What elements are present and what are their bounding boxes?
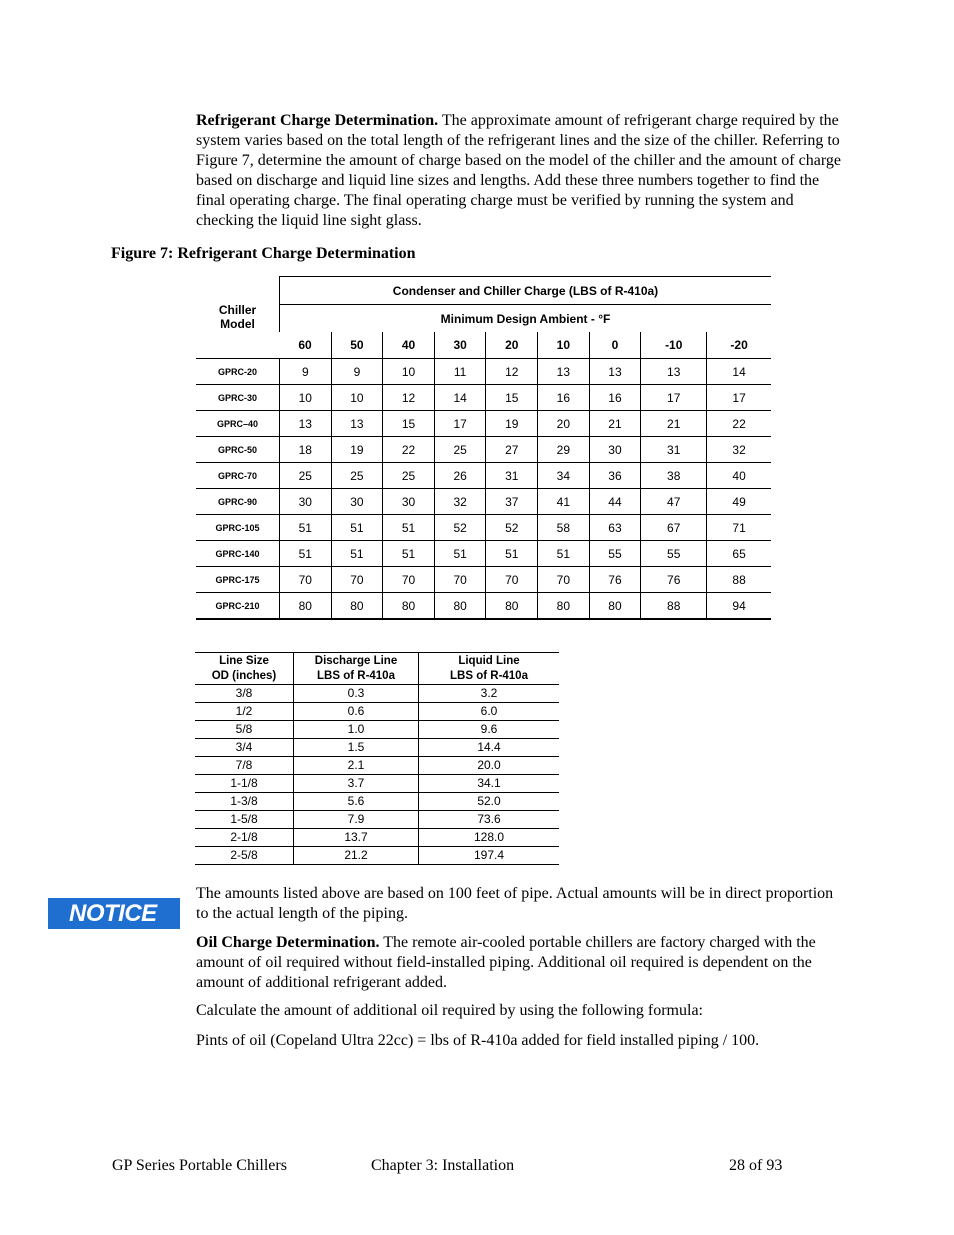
line-table-cell: 7.9	[294, 811, 419, 829]
charge-cell: 80	[486, 593, 538, 620]
charge-cell: 51	[383, 541, 435, 567]
line-table-cell: 20.0	[419, 757, 560, 775]
charge-cell: 88	[707, 567, 771, 593]
charge-table-body	[196, 359, 771, 620]
line-table-cell: 73.6	[419, 811, 560, 829]
charge-cell: 71	[707, 515, 771, 541]
charge-cell: 51	[331, 541, 383, 567]
table-row	[195, 721, 559, 739]
ambient-column-header: 10	[538, 332, 590, 359]
charge-cell: 94	[707, 593, 771, 620]
charge-cell: 13	[641, 359, 707, 385]
charge-cell: 19	[486, 411, 538, 437]
refrigerant-charge-body: The approximate amount of refrigerant charge required by the system varies based on the total length of the refrigerant lines and the size of the chiller. Referring to Figure 7, determine the amount of charge based on the model of the chiller and the amount of charge based on discharge and liquid line sizes and lengths. Add these three numbers together to find the final operating charge. The final operating charge must be verified by running the system and checking the liquid line sight glass.	[196, 112, 841, 229]
charge-cell: 70	[486, 567, 538, 593]
table-row	[196, 359, 771, 385]
chiller-model-header: Chiller Model	[196, 277, 280, 359]
charge-cell: 27	[486, 437, 538, 463]
charge-cell: 9	[331, 359, 383, 385]
charge-cell: 15	[486, 385, 538, 411]
charge-cell: 15	[383, 411, 435, 437]
model-cell: GPRC-90	[196, 489, 280, 515]
charge-cell: 44	[589, 489, 641, 515]
charge-cell: 17	[434, 411, 486, 437]
charge-cell: 70	[434, 567, 486, 593]
charge-cell: 17	[641, 385, 707, 411]
line-table-cell: 1.5	[294, 739, 419, 757]
charge-cell: 63	[589, 515, 641, 541]
table-row	[195, 685, 559, 703]
table-row	[195, 739, 559, 757]
line-table-cell: 1-5/8	[195, 811, 294, 829]
line-table-header	[419, 653, 560, 685]
charge-cell: 29	[538, 437, 590, 463]
charge-cell: 34	[538, 463, 590, 489]
charge-cell: 10	[280, 385, 332, 411]
charge-cell: 25	[331, 463, 383, 489]
charge-cell: 65	[707, 541, 771, 567]
charge-cell: 80	[331, 593, 383, 620]
charge-cell: 80	[280, 593, 332, 620]
line-table-header-row	[195, 653, 559, 685]
charge-cell: 76	[589, 567, 641, 593]
line-table-cell: 5/8	[195, 721, 294, 739]
charge-cell: 13	[331, 411, 383, 437]
charge-cell: 21	[589, 411, 641, 437]
model-cell: GPRC-30	[196, 385, 280, 411]
table-row	[196, 437, 771, 463]
line-size-table	[195, 652, 559, 865]
ambient-column-header: 20	[486, 332, 538, 359]
charge-cell: 51	[434, 541, 486, 567]
charge-cell: 51	[280, 541, 332, 567]
charge-cell: 16	[538, 385, 590, 411]
charge-cell: 70	[280, 567, 332, 593]
line-table-cell: 6.0	[419, 703, 560, 721]
charge-cell: 25	[434, 437, 486, 463]
charge-cell: 38	[641, 463, 707, 489]
figure-caption: Figure 7: Refrigerant Charge Determination	[111, 245, 416, 262]
charge-cell: 30	[589, 437, 641, 463]
oil-charge-paragraph	[196, 933, 844, 993]
charge-cell: 67	[641, 515, 707, 541]
min-ambient-header: Minimum Design Ambient - °F	[280, 305, 772, 333]
header-line-2: LBS of R-410a	[450, 670, 528, 682]
charge-cell: 70	[383, 567, 435, 593]
ambient-column-header: -20	[707, 332, 771, 359]
table-row	[196, 463, 771, 489]
charge-cell: 18	[280, 437, 332, 463]
charge-cell: 32	[434, 489, 486, 515]
charge-cell: 55	[641, 541, 707, 567]
charge-cell: 9	[280, 359, 332, 385]
line-table-cell: 3.2	[419, 685, 560, 703]
line-table-cell: 3/4	[195, 739, 294, 757]
charge-cell: 49	[707, 489, 771, 515]
charge-cell: 13	[589, 359, 641, 385]
model-cell: GPRC-50	[196, 437, 280, 463]
table-row	[196, 515, 771, 541]
charge-cell: 12	[486, 359, 538, 385]
charge-cell: 51	[280, 515, 332, 541]
model-cell: GPRC-210	[196, 593, 280, 620]
ambient-column-header: 50	[331, 332, 383, 359]
table-row	[195, 757, 559, 775]
charge-cell: 80	[589, 593, 641, 620]
charge-cell: 31	[641, 437, 707, 463]
charge-cell: 22	[707, 411, 771, 437]
charge-cell: 14	[707, 359, 771, 385]
charge-cell: 26	[434, 463, 486, 489]
charge-cell: 17	[707, 385, 771, 411]
model-cell: GPRC-70	[196, 463, 280, 489]
ambient-column-header: 40	[383, 332, 435, 359]
charge-cell: 14	[434, 385, 486, 411]
line-table-cell: 14.4	[419, 739, 560, 757]
table-row	[196, 567, 771, 593]
refrigerant-charge-paragraph	[196, 111, 844, 231]
charge-cell: 32	[707, 437, 771, 463]
model-cell: GPRC-175	[196, 567, 280, 593]
line-table-cell: 5.6	[294, 793, 419, 811]
charge-cell: 10	[383, 359, 435, 385]
footer-chapter: Chapter 3: Installation	[371, 1157, 515, 1174]
line-table-cell: 3/8	[195, 685, 294, 703]
ambient-column-header: -10	[641, 332, 707, 359]
notice-text: The amounts listed above are based on 100 feet of pipe. Actual amounts will be in direct proportion to the actual length of the piping.	[196, 885, 834, 922]
charge-cell: 47	[641, 489, 707, 515]
charge-cell: 80	[538, 593, 590, 620]
footer-page-number: 28 of 93	[729, 1157, 783, 1174]
calc-paragraph: Calculate the amount of additional oil required by using the following formula:	[196, 1002, 703, 1019]
line-table-cell: 0.3	[294, 685, 419, 703]
line-table-cell: 9.6	[419, 721, 560, 739]
column-header-row	[196, 332, 771, 359]
model-cell: GPRC-140	[196, 541, 280, 567]
charge-cell: 11	[434, 359, 486, 385]
charge-cell: 25	[280, 463, 332, 489]
charge-cell: 52	[434, 515, 486, 541]
table-row	[195, 703, 559, 721]
charge-cell: 21	[641, 411, 707, 437]
table-row	[196, 411, 771, 437]
line-table-header	[195, 653, 294, 685]
charge-cell: 25	[383, 463, 435, 489]
header-line-1: Liquid Line	[458, 655, 520, 667]
line-table-cell: 1/2	[195, 703, 294, 721]
line-table-cell: 1.0	[294, 721, 419, 739]
charge-cell: 19	[331, 437, 383, 463]
charge-cell: 58	[538, 515, 590, 541]
table-row	[195, 793, 559, 811]
formula-paragraph: Pints of oil (Copeland Ultra 22cc) = lbs of R-410a added for field installed piping / 100.	[196, 1032, 760, 1049]
line-table-cell: 2.1	[294, 757, 419, 775]
ambient-column-header: 60	[280, 332, 332, 359]
condenser-charge-header: Condenser and Chiller Charge (LBS of R-410a)	[280, 277, 772, 305]
table-row	[196, 489, 771, 515]
charge-cell: 70	[538, 567, 590, 593]
charge-cell: 37	[486, 489, 538, 515]
line-table-cell: 7/8	[195, 757, 294, 775]
oil-charge-heading: Oil Charge Determination.	[196, 934, 380, 951]
table-row	[195, 829, 559, 847]
line-table-cell: 34.1	[419, 775, 560, 793]
model-cell: GPRC-20	[196, 359, 280, 385]
oil-charge-body: The remote air-cooled portable chillers are factory charged with the amount of oil required without field-installed piping. Additional oil required is dependent on the amount of additional refrigerant added.	[196, 934, 816, 991]
charge-cell: 30	[280, 489, 332, 515]
charge-cell: 51	[383, 515, 435, 541]
charge-cell: 76	[641, 567, 707, 593]
charge-cell: 51	[486, 541, 538, 567]
refrigerant-charge-heading: Refrigerant Charge Determination.	[196, 112, 439, 129]
charge-cell: 51	[331, 515, 383, 541]
model-cell: GPRC–40	[196, 411, 280, 437]
line-table-cell: 52.0	[419, 793, 560, 811]
charge-cell: 80	[383, 593, 435, 620]
line-table-cell: 1-3/8	[195, 793, 294, 811]
line-table-cell: 1-1/8	[195, 775, 294, 793]
charge-cell: 16	[589, 385, 641, 411]
line-table-body	[195, 685, 559, 865]
ambient-column-header: 30	[434, 332, 486, 359]
line-table-cell: 197.4	[419, 847, 560, 865]
header-line-2: OD (inches)	[211, 670, 277, 682]
charge-cell: 80	[434, 593, 486, 620]
charge-table	[196, 276, 771, 620]
charge-cell: 40	[707, 463, 771, 489]
charge-cell: 10	[331, 385, 383, 411]
charge-cell: 20	[538, 411, 590, 437]
charge-cell: 41	[538, 489, 590, 515]
model-cell: GPRC-105	[196, 515, 280, 541]
table-row	[195, 811, 559, 829]
charge-cell: 22	[383, 437, 435, 463]
charge-cell: 12	[383, 385, 435, 411]
line-table-cell: 0.6	[294, 703, 419, 721]
table-row	[196, 541, 771, 567]
charge-cell: 31	[486, 463, 538, 489]
footer-doc-title: GP Series Portable Chillers	[112, 1157, 287, 1174]
table-row	[195, 847, 559, 865]
header-line-1: Discharge Line	[314, 655, 398, 667]
line-table-cell: 13.7	[294, 829, 419, 847]
charge-cell: 13	[280, 411, 332, 437]
charge-cell: 70	[331, 567, 383, 593]
charge-cell: 30	[331, 489, 383, 515]
line-table-cell: 2-1/8	[195, 829, 294, 847]
line-table-cell: 21.2	[294, 847, 419, 865]
line-table-cell: 3.7	[294, 775, 419, 793]
line-table-cell: 2-5/8	[195, 847, 294, 865]
notice-badge: NOTICE	[48, 898, 180, 929]
line-table-cell: 128.0	[419, 829, 560, 847]
ambient-column-header: 0	[589, 332, 641, 359]
charge-cell: 13	[538, 359, 590, 385]
table-row	[196, 385, 771, 411]
charge-cell: 30	[383, 489, 435, 515]
charge-cell: 52	[486, 515, 538, 541]
header-line-1: Line Size	[219, 655, 269, 667]
charge-cell: 51	[538, 541, 590, 567]
line-table-header	[294, 653, 419, 685]
table-row	[195, 775, 559, 793]
charge-cell: 36	[589, 463, 641, 489]
table-row	[196, 593, 771, 620]
charge-cell: 55	[589, 541, 641, 567]
header-line-2: LBS of R-410a	[317, 670, 395, 682]
charge-cell: 88	[641, 593, 707, 620]
